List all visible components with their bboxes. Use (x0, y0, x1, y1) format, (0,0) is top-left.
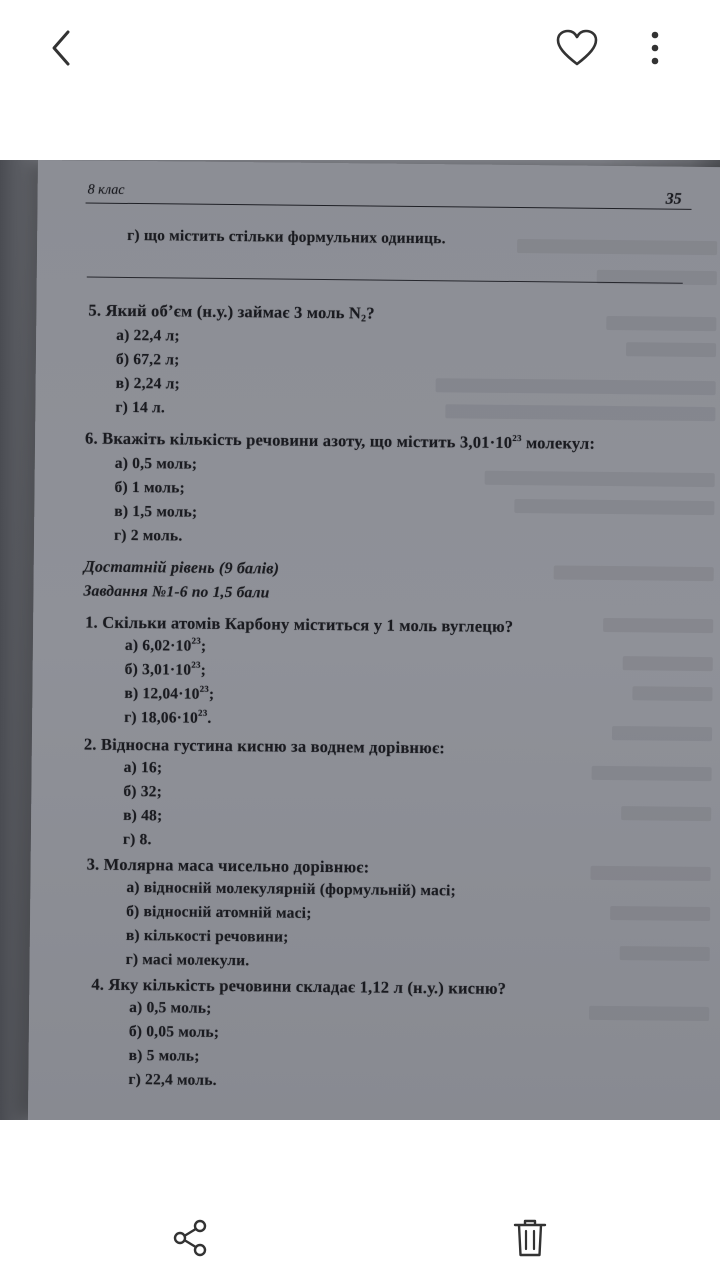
question-2: 2. Відносна густина кисню за воднем дорівнює: (83, 734, 446, 758)
page-header-left: 8 клас (87, 182, 125, 198)
chevron-left-icon (46, 28, 76, 68)
option: г) 2 моль. (113, 526, 183, 545)
option: в) 1,5 моль; (114, 502, 198, 521)
heart-outline-icon (556, 29, 598, 67)
question-3: 3. Молярна маса чисельно дорівнює: (86, 854, 370, 877)
option: г) 14 л. (115, 398, 166, 417)
option: б) $3,01\cdot 10^{23}$; (124, 659, 207, 679)
top-app-bar (0, 0, 720, 160)
question-5: 5. Який об’єм (н.у.) займає 3 моль $N_2$? (88, 300, 375, 325)
book-page (28, 160, 720, 1120)
share-button[interactable] (162, 1210, 218, 1266)
option: а) $6,02\cdot 10^{23}$; (124, 635, 207, 655)
option: б) відносній атомній масі; (126, 902, 312, 922)
bottom-action-bar (0, 1120, 720, 1280)
more-options-button[interactable] (627, 20, 683, 76)
option: а) 22,4 л; (116, 326, 180, 345)
option: б) 32; (123, 782, 163, 801)
option: в) $12,04\cdot 10^{23}$; (124, 683, 215, 703)
option: г) $18,06\cdot 10^{23}$. (124, 707, 212, 727)
question-6: 6. Вкажіть кількість речовини азоту, що містить $3,01\cdot 10^{23}$ молекул: (84, 428, 596, 453)
photo-viewer[interactable] (0, 160, 720, 1120)
option: б) 67,2 л; (115, 350, 180, 369)
option: а) 0,5 моль; (114, 454, 198, 473)
section-subtitle: Завдання №1-6 по 1,5 бали (83, 582, 270, 602)
option: в) 5 моль; (128, 1046, 200, 1065)
question-1: 1. Скільки атомів Карбону міститься у 1 моль вуглецю? (85, 612, 514, 637)
delete-button[interactable] (502, 1210, 558, 1266)
back-button[interactable] (33, 20, 89, 76)
more-vertical-icon (649, 30, 661, 66)
divider (87, 277, 683, 284)
option: в) 2,24 л; (115, 374, 181, 393)
option: в) кількості речовини; (125, 926, 289, 946)
option: в) 48; (123, 806, 163, 825)
option: г) 22,4 моль. (128, 1070, 217, 1089)
question-4: 4. Яку кількість речовини складає 1,12 л (н.у.) кисню? (91, 974, 507, 998)
option: г) 8. (122, 830, 152, 849)
share-icon (172, 1219, 208, 1257)
page-number: 35 (665, 190, 682, 208)
trash-icon (513, 1218, 547, 1258)
option: а) 16; (123, 758, 163, 777)
text-line: г) що містить стільки формульних одиниць. (127, 226, 446, 248)
option: а) відносній молекулярній (формульній) масі; (126, 878, 457, 900)
option: б) 0,05 моль; (128, 1022, 220, 1041)
option: а) 0,5 моль; (129, 999, 212, 1017)
section-title: Достатній рівень (9 балів) (83, 558, 280, 578)
option: б) 1 моль; (114, 478, 186, 497)
favorite-button[interactable] (549, 20, 605, 76)
header-rule (86, 203, 692, 210)
option: г) масі молекули. (125, 950, 250, 970)
page-text (28, 160, 720, 1120)
